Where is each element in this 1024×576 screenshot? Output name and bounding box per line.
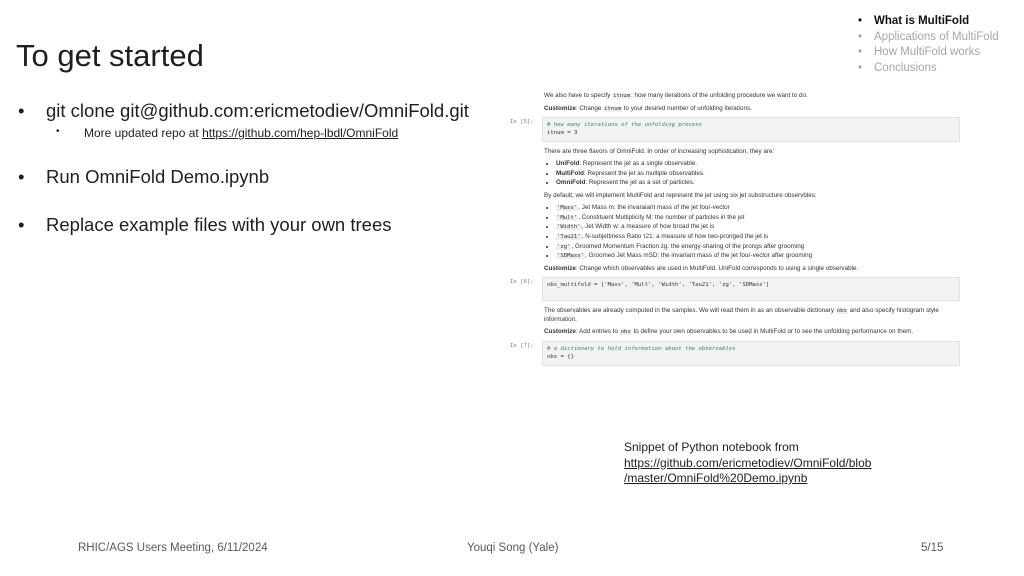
nb-observable-item <box>556 252 960 261</box>
nb-prompt: In [7]: <box>510 342 534 349</box>
nb-code-line: itnum = 3 <box>547 130 578 137</box>
nb-code-comment: # how many iterations of the unfolding process <box>547 122 702 129</box>
nb-para-flavors: There are three flavors of OmniFold. In order of increasing sophistication, they are: <box>544 147 775 155</box>
agenda-list <box>858 14 999 76</box>
nb-observable-desc: , Groomed Momentum Fraction zg: the energy-sharing of the prongs after grooming <box>571 242 805 250</box>
nb-customize-label: Customize <box>544 328 576 336</box>
footer-author: Youqi Song (Yale) <box>467 542 559 554</box>
nb-code[interactable] <box>542 341 960 366</box>
nb-text: The observables are already computed in the samples. We will read them in as an observable dictionary <box>544 307 836 315</box>
caption-text: Snippet of Python notebook from <box>624 440 799 454</box>
nb-flavor-name: MultiFold <box>556 169 584 177</box>
nb-flavor-desc: : Represent the jet as a single observable. <box>579 160 698 168</box>
nb-token: 'Tau21' <box>557 234 581 241</box>
nb-observable-desc: , Jet Width w: a measure of how broad the jet is <box>581 223 715 231</box>
bullet-git-clone: • git clone git@github.com:ericmetodiev/OmniFold.git <box>18 100 518 122</box>
nb-text: : Add entries to <box>575 328 620 336</box>
nb-para-default: By default, we will implement MultiFold and represent the jet using six jet substructure observbles: <box>544 191 817 199</box>
nb-observable-item <box>556 214 960 223</box>
nb-token: 'zg' <box>557 243 571 250</box>
nb-cell-6 <box>510 277 960 301</box>
nb-token: itnum <box>613 93 630 99</box>
nb-token: 'Width' <box>557 224 581 231</box>
nb-text: : how many iterations of the unfolding procedure we want to do. <box>630 92 808 99</box>
nb-text: to your desired number of unfolding iterations. <box>622 104 752 112</box>
nb-customize-label: Customize <box>544 264 576 272</box>
nb-flavor-desc: : Represent the jet as multiple observables. <box>583 169 705 177</box>
nb-token: obs <box>836 308 847 315</box>
bullet-replace-files: • Replace example files with your own trees <box>18 214 518 236</box>
agenda-item-conclusions[interactable]: • Conclusions <box>858 61 999 77</box>
nb-customize-label: Customize <box>544 104 576 112</box>
nb-token: 'Mult' <box>557 214 578 221</box>
nb-cell-5 <box>510 117 960 142</box>
nb-observable-desc: , Constituent Multiplicity M: the number of particles in the jet <box>578 213 745 221</box>
nb-code-line: obs = {} <box>547 354 574 361</box>
footer-meeting: RHIC/AGS Users Meeting, 6/11/2024 <box>78 542 268 554</box>
agenda-item-what-is-multifold[interactable]: • What is MultiFold <box>858 14 999 30</box>
nb-observable-desc: , Groomed Jet Mass mSD: the invariant mass of the jet four-vector after grooming <box>584 252 813 260</box>
nb-customize-2 <box>544 265 960 274</box>
nb-code[interactable] <box>542 117 960 142</box>
nb-code-comment: # a dictionary to hold information about the observables <box>547 345 736 352</box>
nb-code[interactable] <box>542 277 960 301</box>
repo-prefix: More updated repo at <box>84 126 203 140</box>
nb-text: : Change which observables are used in MultiFold. UniFold corresponds to using a single observable. <box>575 264 859 272</box>
nb-observable-list <box>544 204 960 260</box>
nb-cell-7 <box>510 341 960 366</box>
nb-observable-item <box>556 243 960 252</box>
nb-token: 'SDMass' <box>557 253 584 260</box>
bullet-run-demo: • Run OmniFold Demo.ipynb <box>18 166 518 188</box>
nb-token: 'Mass' <box>557 205 578 212</box>
snippet-caption <box>624 440 894 487</box>
nb-text: : Change <box>575 104 604 112</box>
caption-link-line1[interactable]: https://github.com/ericmetodiev/OmniFold/blob <box>624 455 872 470</box>
nb-text: and also specify histogram style information. <box>544 307 939 323</box>
nb-token: obs <box>620 329 631 336</box>
nb-token: itnum <box>604 105 621 112</box>
nb-customize-3 <box>544 328 960 337</box>
nb-flavor-desc: : Represent the jet as a set of particles. <box>585 179 695 187</box>
nb-observable-desc: , Jet Mass m: the invaraiant mass of the jet four-vector <box>578 204 730 212</box>
caption-link-line2[interactable]: /master/OmniFold%20Demo.ipynb <box>624 471 808 485</box>
footer-page-number: 5/15 <box>921 542 944 554</box>
nb-para-obs <box>544 307 960 324</box>
nb-prompt: In [6]: <box>510 279 534 286</box>
nb-code-line: obs_multifold = ['Mass', 'Mult', 'Width', 'Tau21', 'zg', 'SDMass'] <box>547 282 770 289</box>
nb-observable-item <box>556 233 960 242</box>
nb-observable-item <box>556 204 960 213</box>
nb-text: We also have to specify <box>544 92 613 99</box>
repo-link[interactable]: https://github.com/hep-lbdl/OmniFold <box>202 126 399 140</box>
bullet-list <box>18 100 518 236</box>
nb-para-itnum <box>544 92 960 101</box>
nb-flavor-name: OmniFold <box>556 179 586 187</box>
nb-observable-desc: , N-subjettiness Ratio τ21: a measure of how two-pronged the jet is <box>581 233 769 241</box>
slide-title: To get started <box>16 38 204 73</box>
nb-flavor-item <box>556 170 960 179</box>
sub-bullet-repo <box>18 126 518 140</box>
agenda-item-how-it-works[interactable]: • How MultiFold works <box>858 45 999 61</box>
nb-flavor-item <box>556 160 960 169</box>
notebook-snippet <box>510 92 960 422</box>
nb-prompt: In [5]: <box>510 119 534 126</box>
nb-flavor-item <box>556 179 960 188</box>
nb-customize-1 <box>544 105 960 114</box>
agenda-item-applications[interactable]: • Applications of MultiFold <box>858 30 999 46</box>
nb-flavor-name: UniFold <box>556 160 580 168</box>
nb-text: to define your own observables to be used in MultiFold or to see the unfolding performance on them. <box>631 328 914 336</box>
nb-observable-item <box>556 223 960 232</box>
nb-flavor-list <box>544 160 960 188</box>
